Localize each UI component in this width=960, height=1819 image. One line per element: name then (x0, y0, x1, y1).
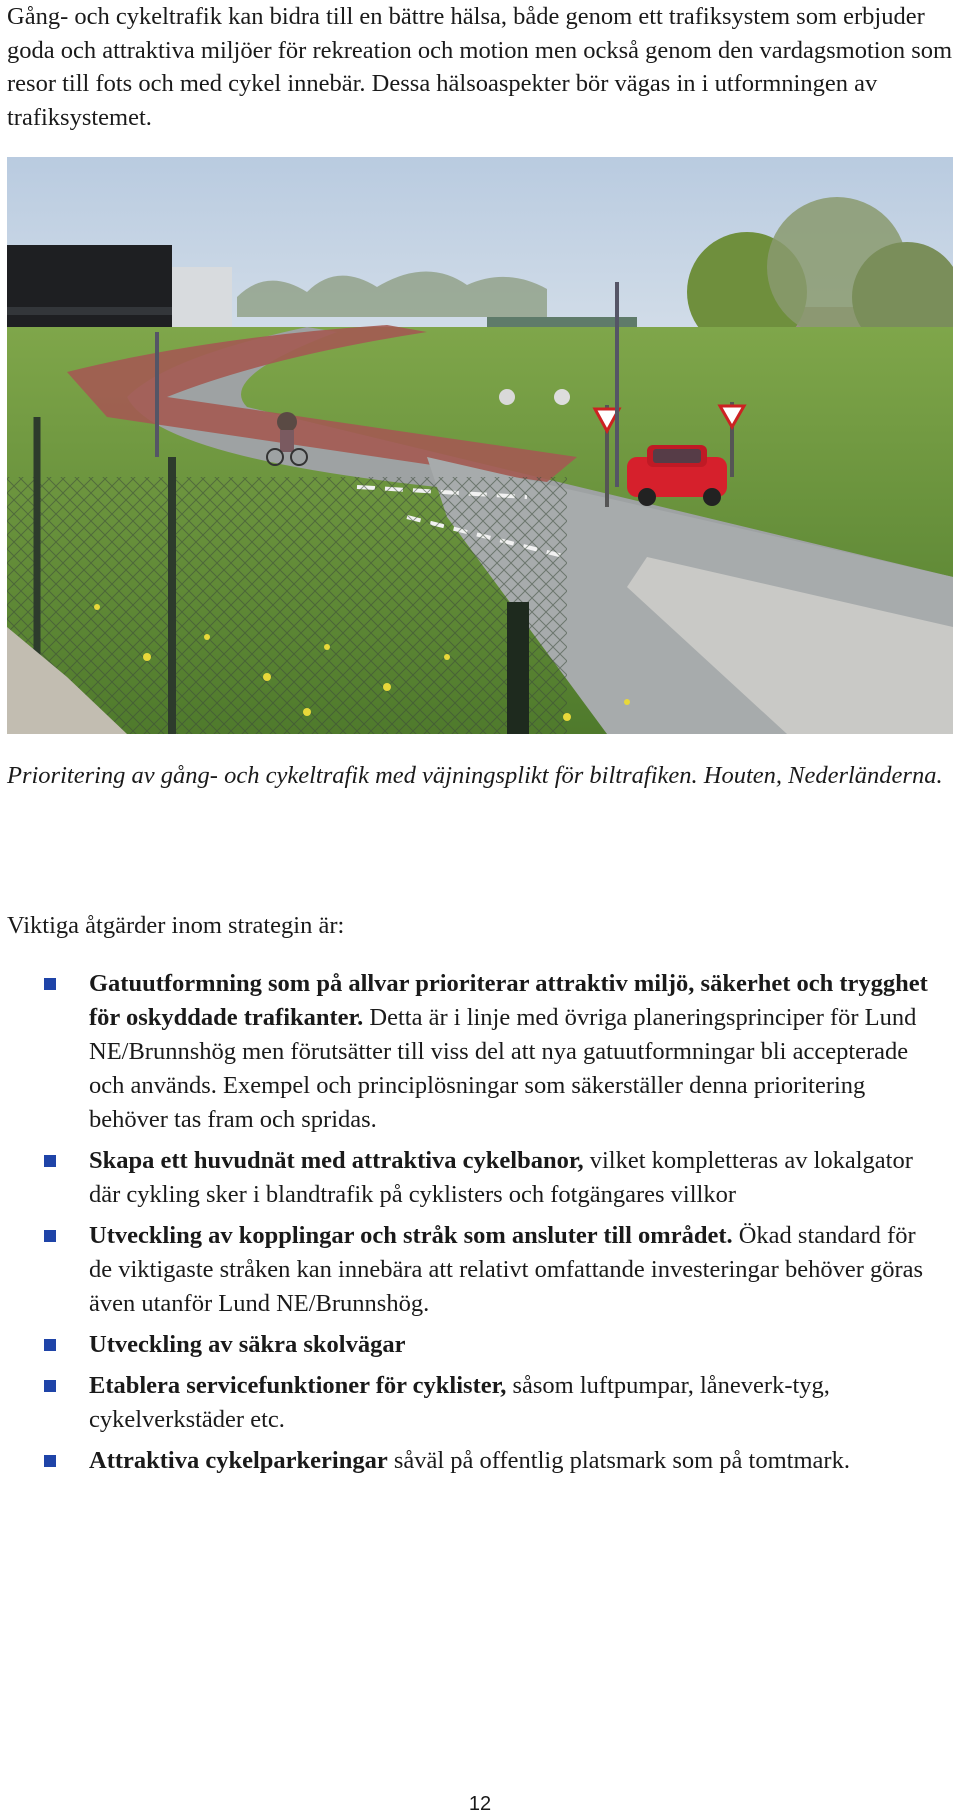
list-item-text: Detta är i linje med övriga planeringsprinciper för Lund NE/Brunnshög men förutsätter till viss del att nya gatuutformningar bli accepterade och används. Exempel och principlösningar som säkerställer denna prioritering behöver tas fram och spridas. (89, 1004, 917, 1133)
list-item-bold: Utveckling av säkra skolvägar (89, 1331, 406, 1358)
list-item (44, 1144, 944, 1212)
list-item-text: såväl på offentlig platsmark som på tomtmark. (387, 1447, 850, 1474)
page-number: 12 (468, 1793, 492, 1815)
photo-road-intersection (7, 157, 953, 734)
list-item-bold: Skapa ett huvudnät med attraktiva cykelbanor, (89, 1147, 584, 1174)
intro-paragraph: Gång- och cykeltrafik kan bidra till en bättre hälsa, både genom ett trafiksystem som erbjuder goda och attraktiva miljöer för rekreation och motion men också genom den vardagsmotion som resor till fots och med cykel innebär. Dessa hälsoaspekter bör vägas in i utformningen av trafiksystemet. (7, 3, 953, 131)
list-item-text: Ökad standard för de viktigaste stråken kan innebära att relativt omfattande investeringar behöver göras även utanför Lund NE/Brunnshög. (89, 1222, 924, 1317)
measures-list (44, 967, 944, 1485)
square-bullet-icon (44, 1380, 56, 1392)
list-item-bold: Attraktiva cykelparkeringar (89, 1447, 388, 1474)
square-bullet-icon (44, 1455, 56, 1467)
list-item-bold: Utveckling av kopplingar och stråk som ansluter till området. (89, 1222, 733, 1249)
list-item (44, 1219, 944, 1321)
list-item (44, 967, 944, 1137)
square-bullet-icon (44, 978, 56, 990)
square-bullet-icon (44, 1230, 56, 1242)
list-item-bold: Etablera servicefunktioner för cyklister, (89, 1372, 507, 1399)
photo-caption: Prioritering av gång- och cykeltrafik med väjningsplikt för biltrafiken. Houten, Nederländerna. (7, 762, 943, 789)
list-item (44, 1369, 944, 1437)
square-bullet-icon (44, 1155, 56, 1167)
list-item-text: såsom luftpumpar, låneverk-tyg, cykelverkstäder etc. (89, 1372, 830, 1433)
list-item-bold: Gatuutformning som på allvar prioriterar attraktiv miljö, säkerhet och trygghet för oskyddade trafikanter. (89, 970, 928, 1031)
road-intersection-photo (7, 157, 953, 734)
square-bullet-icon (44, 1339, 56, 1351)
list-item-text: vilket kompletteras av lokalgator där cykling sker i blandtrafik på cyklisters och fotgängares villkor (89, 1147, 913, 1208)
list-item (44, 1328, 944, 1362)
list-lead-text: Viktiga åtgärder inom strategin är: (7, 912, 345, 939)
list-item (44, 1444, 944, 1478)
